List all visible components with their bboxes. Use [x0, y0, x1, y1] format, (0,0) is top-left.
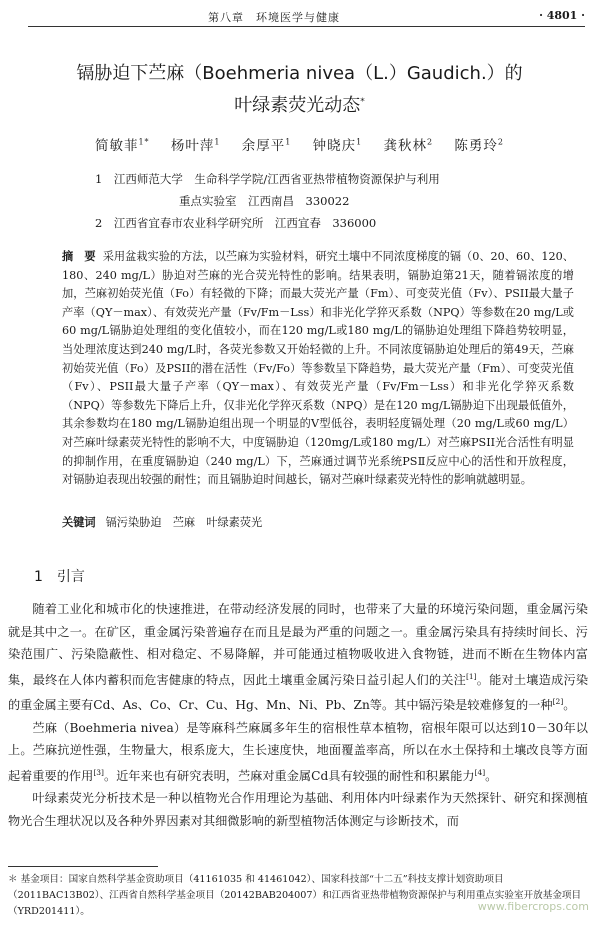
author-name: 杨叶萍 — [170, 138, 215, 154]
author-affil-mark: 1 — [214, 137, 221, 147]
paragraph — [8, 598, 588, 717]
affiliation-1: 1 江西师范大学 生命科学学院/江西省亚热带植物资源保护与利用 — [95, 172, 440, 186]
author-name: 简敏菲 — [94, 138, 139, 154]
affiliations — [95, 168, 440, 234]
chapter-title: 第八章 环境医学与健康 — [208, 11, 340, 24]
paragraph-text: 。近年来也有研究表明，苎麻对重金属Cd具有较强的耐性和积累能力 — [103, 768, 475, 783]
affiliation-2: 2 江西省宜春市农业科学研究所 江西宜春 336000 — [95, 216, 377, 230]
author-affil-mark: 2 — [427, 137, 434, 147]
author — [313, 138, 363, 154]
author-list — [0, 134, 599, 154]
running-header — [28, 6, 585, 27]
paragraph-text: 。 — [563, 698, 576, 713]
author-affil-mark: 1 — [285, 137, 292, 147]
author — [384, 138, 434, 154]
author — [171, 138, 221, 154]
paragraph-text: 。能对土壤造成污染的重金属主要有Cd、As、Co、Cr、Cu、Hg、Mn、Ni、Pb、Zn等。其中镉污染是较难修复的一种 — [8, 672, 589, 713]
author-name: 余厚平 — [241, 138, 286, 154]
keywords — [62, 514, 262, 530]
author-affil-mark: 2 — [497, 137, 505, 147]
citation: [4] — [474, 767, 486, 777]
paragraph-text: 随着工业化和城市化的快速推进，在带动经济发展的同时，也带来了大量的环境污染问题，重金属污染就是其中之一。在矿区，重金属污染普遍存在而且是最为严重的问题之一。重金属污染具有持续时间长、污染范围广、污染隐蔽性、相对稳定、不易降解，并可能通过植物吸收进入食物链，进而不断在生物体内富集，最终在人体内蓄积而危害健康的特点，因此土壤重金属污染日益引起人们的关注 — [8, 602, 588, 687]
paragraph — [8, 787, 588, 832]
watermark-logo: www.fibercrops.com — [477, 900, 589, 913]
author — [454, 138, 504, 154]
citation: [1] — [465, 671, 477, 681]
affiliation-1-cont: 重点实验室 江西南昌 330022 — [179, 194, 350, 208]
body-text — [8, 598, 588, 832]
section-title: 引言 — [56, 569, 85, 585]
paper-title — [0, 60, 599, 120]
abstract-text: 采用盆栽实验的方法，以苎麻为实验材料，研究土壤中不同浓度梯度的镉（0、20、60、120、180、240 mg/L）胁迫对苎麻的光合荧光特性的影响。结果表明，镉胁迫第21天，随着镉浓度的增加，苎麻初始荧光值（Fo）有轻微的下降；而最大荧光产量（Fm）、可变荧光值（Fv）、PSII最大量子产率（QY－max）、有效荧光产量（Fv/Fm－Lss）和非光化学猝灭系数（NPQ）等参数在20 mg/L或60 mg/L镉胁迫处理组的变化值较小，而在120 mg/L或180 mg/L的镉胁迫处理组下降趋势较明显，当处理浓度达到240 mg/L时，各荧光参数又开始轻微的上升。不同浓度镉胁迫处理后的第49天，苎麻初始荧光值（Fo）及PSII的潜在活性（Fv/Fo）等参数呈下降趋势，最大荧光产量（Fm）、可变荧光值（Fv）、PSII最大量子产率（QY－max）、有效荧光产量（Fv/Fm－Lss）和非光化学猝灭系数（NPQ）等参数先下降后上升，仅非光化学猝灭系数（NPQ）是在120 mg/L镉胁迫下出现最低值外，其余参数均在180 mg/L镉胁迫组出现一个明显的V型低谷，表明轻度镉处理（20 mg/L或60 mg/L）对苎麻叶绿素荧光特性的影响不大，中度镉胁迫（120mg/L或180 mg/L）对苎麻PSII光合活性有明显的抑制作用，在重度镉胁迫（240 mg/L）下，苎麻通过调节光系统PSⅡ反应中心的活性和开放程度，对镉胁迫表现出较强的耐性；而且镉胁迫时间越长，镉对苎麻叶绿素荧光特性的影响就越明显。 — [62, 250, 574, 487]
section-number: 1 — [34, 569, 43, 585]
author-name: 钟晓庆 — [312, 138, 357, 154]
keywords-label: 关键词 — [62, 516, 96, 529]
section-heading — [34, 566, 85, 586]
paragraph — [8, 717, 588, 788]
author-affil-mark: 1 — [356, 137, 363, 147]
author-name: 陈勇玲 — [454, 138, 498, 154]
author — [95, 138, 150, 154]
paragraph-text: 。 — [485, 768, 498, 783]
author-name: 龚秋林 — [383, 138, 428, 154]
author — [242, 138, 292, 154]
page-number: · 4801 · — [539, 9, 585, 22]
title-line-1: 镉胁迫下苎麻（Boehmeria nivea（L.）Gaudich.）的 — [76, 63, 523, 84]
citation: [2] — [552, 697, 564, 707]
footnote-rule — [8, 866, 158, 867]
title-footnote-mark: * — [360, 97, 365, 107]
author-affil-mark: 1* — [138, 137, 150, 147]
abstract — [62, 248, 574, 490]
citation: [3] — [93, 767, 104, 777]
title-line-2 — [0, 88, 599, 120]
keywords-text: 镉污染胁迫 苎麻 叶绿素荧光 — [105, 516, 263, 529]
paragraph-text: 苎麻（Boehmeria nivea）是等麻科苎麻属多年生的宿根性草本植物，宿根年限可以达到10－30年以上。苎麻抗逆性强，生物量大，根系庞大，生长速度快，地面覆盖率高，所以在水土保持和土壤改良等方面起着重要的作用 — [8, 720, 588, 783]
title-line-2-text: 叶绿素荧光动态 — [234, 95, 361, 116]
abstract-label: 摘 要 — [62, 250, 96, 263]
paragraph-text: 叶绿素荧光分析技术是一种以植物光合作用理论为基础、利用体内叶绿素作为天然探针、研究和探测植物光合生理状况以及各种外界因素对其细微影响的新型植物活体测定与诊断技术，而 — [8, 791, 588, 828]
funding-footnote: ＊ 基金项目：国家自然科学基金资助项目（41161035 和 41461042）、国家科技部“十二五”科技支撑计划资助项目（2011BAC13B02）、江西省自然科学基金项目（20142BAB204007）和江西省亚热带植物资源保护与利用重点实验室开放基金项目（YRD201411）。 — [8, 874, 582, 917]
